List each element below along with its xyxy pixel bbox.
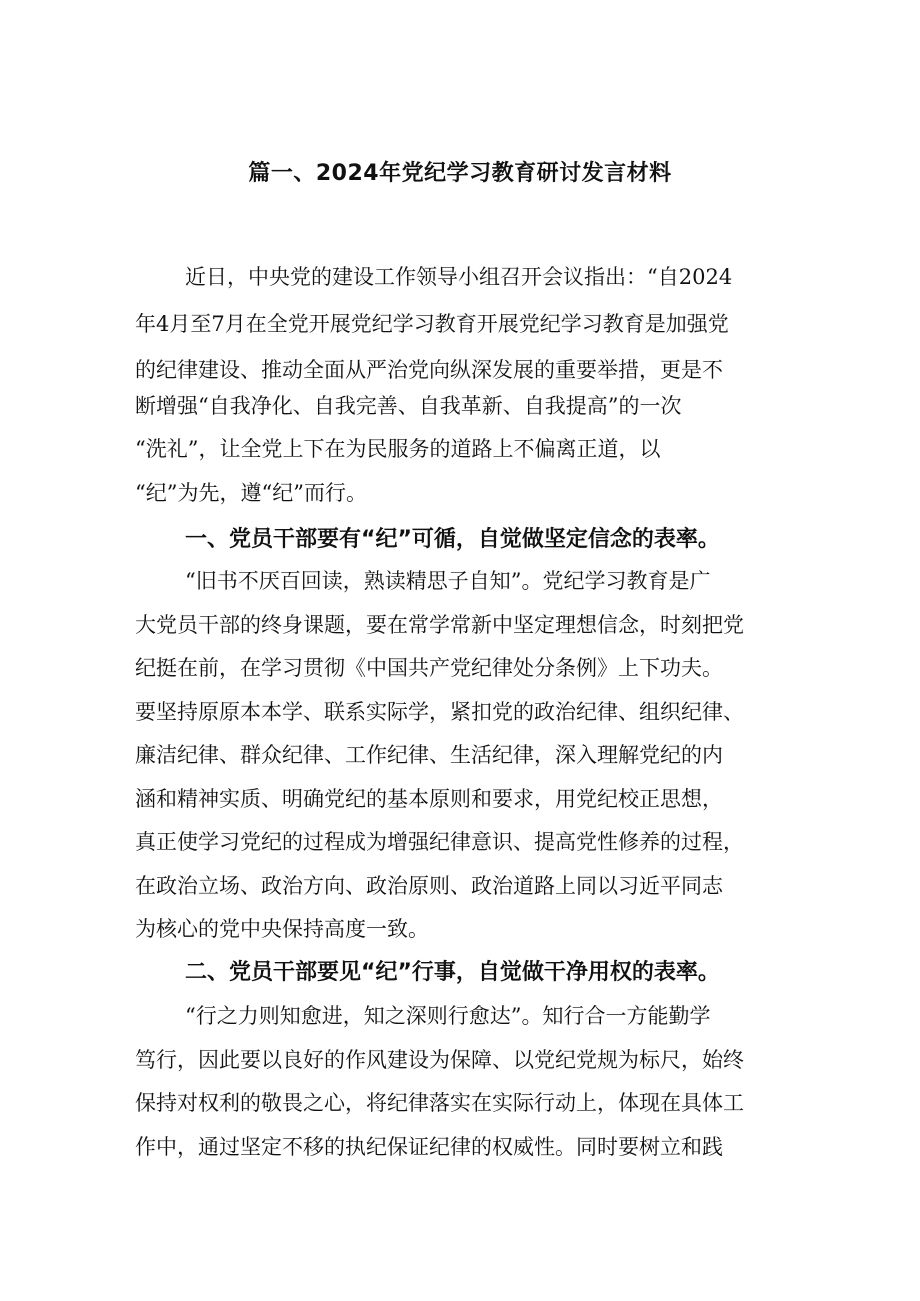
paragraph-line: 保持对权利的敬畏之心，将纪律落实在实际行动上，体现在具体工 — [135, 1091, 744, 1115]
section-heading-1: 一、党员干部要有“纪”可循，自觉做坚定信念的表率。 — [185, 527, 720, 552]
paragraph-line: 大党员干部的终身课题，要在常学常新中坚定理想信念，时刻把党 — [135, 613, 744, 637]
paragraph-line: 在政治立场、政治方向、政治原则、政治道路上同以习近平同志 — [135, 874, 723, 898]
paragraph-line: 近日，中央党的建设工作领导小组召开会议指出：“自2024 — [185, 265, 733, 289]
paragraph-line: 断增强“自我净化、自我完善、自我革新、自我提高”的一次 — [135, 394, 682, 418]
paragraph-line: 的纪律建设、推动全面从严治党向纵深发展的重要举措，更是不 — [135, 358, 723, 382]
paragraph-line: 廉洁纪律、群众纪律、工作纪律、生活纪律，深入理解党纪的内 — [135, 743, 723, 767]
paragraph-line: 要坚持原原本本学、联系实际学，紧扣党的政治纪律、组织纪律、 — [135, 700, 744, 724]
paragraph-line: 涵和精神实质、明确党纪的基本原则和要求，用党纪校正思想， — [135, 787, 723, 811]
paragraph-line: 为核心的党中央保持高度一致。 — [135, 917, 429, 941]
document-title: 篇一、2024年党纪学习教育研讨发言材料 — [248, 161, 672, 186]
paragraph-line: “纪”为先，遵“纪”而行。 — [135, 481, 367, 505]
paragraph-line: “行之力则知愈进，知之深则行愈达”。知行合一方能勤学 — [185, 1004, 711, 1028]
section-heading-2: 二、党员干部要见“纪”行事，自觉做干净用权的表率。 — [185, 960, 720, 985]
paragraph-line: 真正使学习党纪的过程成为增强纪律意识、提高党性修养的过程， — [135, 830, 744, 854]
paragraph-line: 年4月至7月在全党开展党纪学习教育开展党纪学习教育是加强党 — [135, 312, 729, 336]
paragraph-line: 笃行，因此要以良好的作风建设为保障、以党纪党规为标尺，始终 — [135, 1048, 744, 1072]
paragraph-line: “洗礼”，让全党上下在为民服务的道路上不偏离正道，以 — [135, 437, 661, 461]
paragraph-line: 作中，通过坚定不移的执纪保证纪律的权威性。同时要树立和践 — [135, 1135, 723, 1159]
paragraph-line: “旧书不厌百回读，熟读精思子自知”。党纪学习教育是广 — [185, 569, 711, 593]
paragraph-line: 纪挺在前，在学习贯彻《中国共产党纪律处分条例》上下功夫。 — [135, 656, 723, 680]
